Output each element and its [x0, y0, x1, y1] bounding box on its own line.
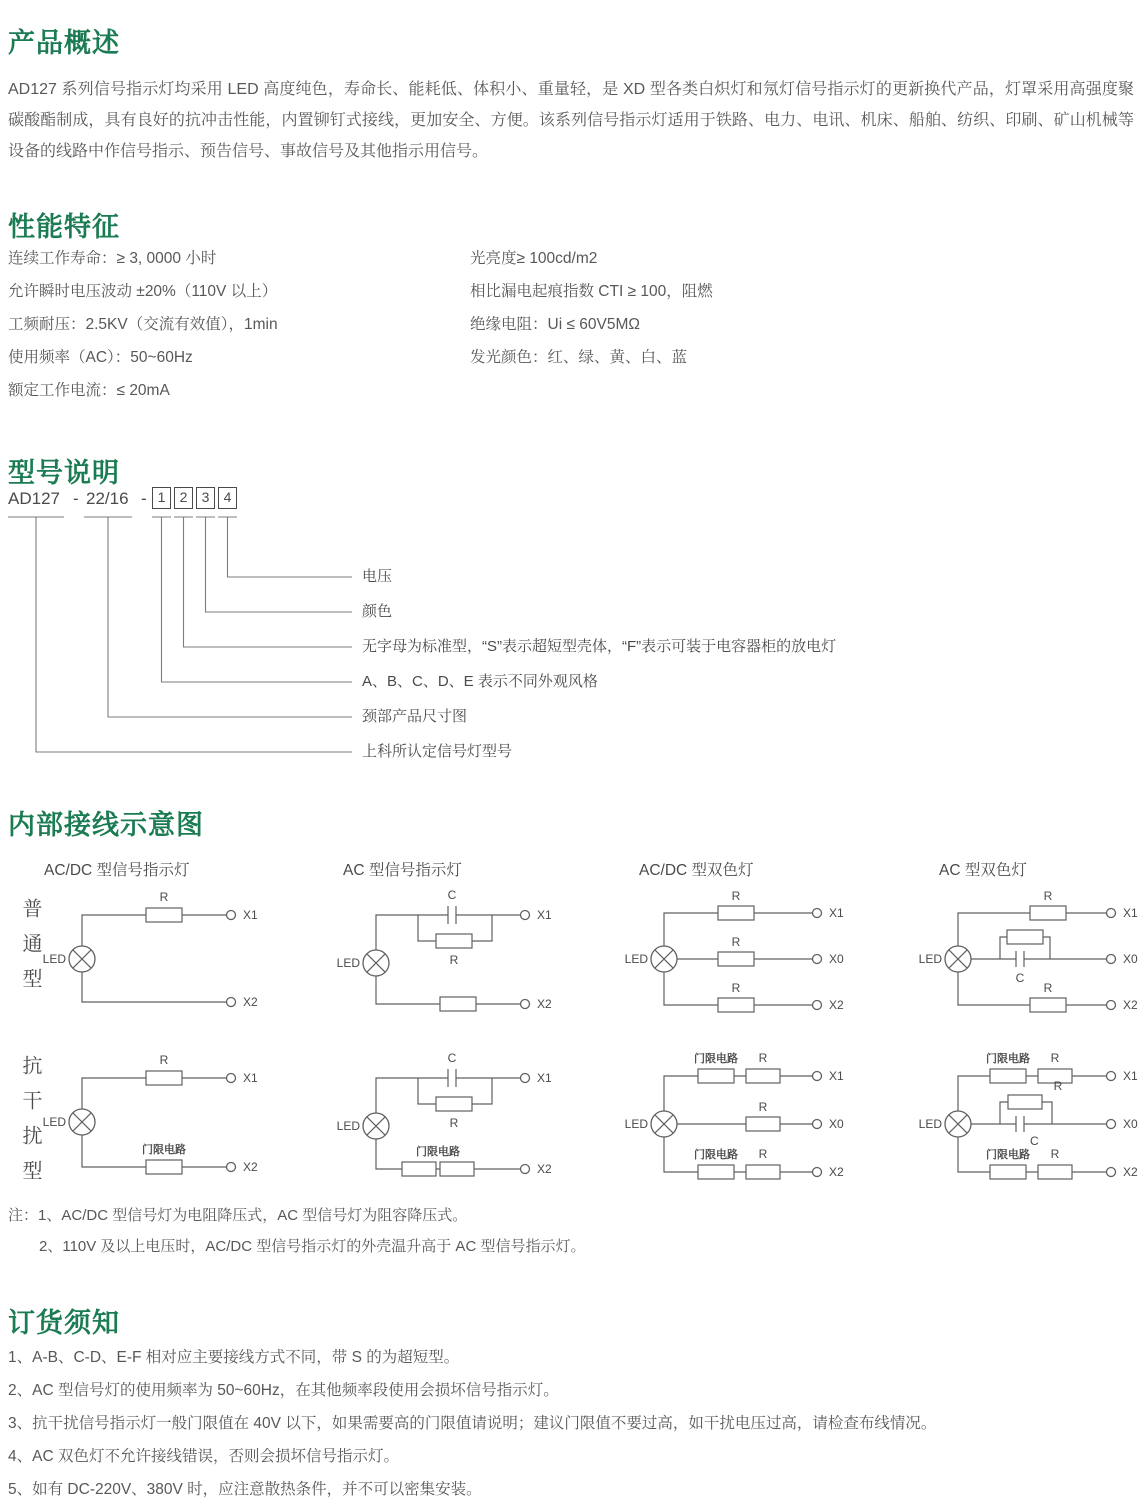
wiring-col-title-acdc-signal: AC/DC 型信号指示灯 [44, 862, 190, 879]
wiring-diagram-area [0, 850, 1140, 1210]
note-line [8, 1200, 585, 1231]
resistor-label: R [731, 935, 741, 949]
model-prefix: AD127 [8, 489, 60, 508]
model-label-model-code: 上科所认定信号灯型号 [362, 743, 513, 760]
wire [82, 915, 226, 1002]
note-line: 2、110V 及以上电压时，AC/DC 型信号指示灯的外壳温升高于 AC 型信号指示灯。 [39, 1238, 586, 1255]
capacitor-symbol [448, 1069, 456, 1087]
terminal-x1 [1107, 909, 1116, 918]
led-label: LED [42, 952, 66, 966]
terminal-x1-label: X1 [537, 908, 552, 922]
gate-circuit-label: 门限电路 [416, 1146, 460, 1158]
gate-circuit-label: 门限电路 [694, 1053, 738, 1065]
terminal-x1-label: X1 [1123, 1069, 1138, 1083]
terminal-x2 [521, 1000, 530, 1009]
terminal-x1-label: X1 [1123, 906, 1138, 920]
ordering-notes-list [8, 1341, 936, 1504]
terminal-x1 [521, 911, 530, 920]
resistor-label: R [449, 1116, 459, 1130]
capacitor-symbol [448, 906, 456, 924]
terminal-x0 [1107, 1120, 1116, 1129]
terminal-x1-label: X1 [243, 1071, 258, 1085]
capacitor-symbol [1016, 951, 1024, 967]
spec-item: 相比漏电起痕指数 CTI ≥ 100，阻燃 [470, 283, 713, 300]
resistor-label: R [758, 1051, 768, 1065]
circuit-anti-ac-signal [322, 1050, 592, 1200]
gate-circuit-label: 门限电路 [142, 1144, 186, 1156]
model-neck-size: 22/16 [86, 489, 129, 508]
resistor-label: R [1043, 889, 1053, 903]
resistor-label: R [159, 890, 169, 904]
terminal-x2-label: X2 [1123, 998, 1138, 1012]
terminal-x2 [813, 1168, 822, 1177]
led-label: LED [918, 952, 942, 966]
terminal-x2-label: X2 [537, 997, 552, 1011]
capacitor-label: C [447, 1051, 457, 1065]
terminal-x2-label: X2 [829, 998, 844, 1012]
ordering-title: 订货须知 [8, 1308, 120, 1339]
wiring-col-title-ac-bicolor: AC 型双色灯 [939, 862, 1027, 879]
circuit-anti-acdc-signal [28, 1050, 298, 1200]
overview-title: 产品概述 [8, 28, 120, 59]
model-label-neck-size: 颈部产品尺寸图 [362, 708, 468, 725]
gate-circuit-label: 门限电路 [694, 1149, 738, 1161]
wiring-row-label-normal: 普通型 [19, 898, 41, 1003]
spec-item: 工频耐压：2.5KV（交流有效值），1min [8, 316, 278, 333]
terminal-x2 [227, 1163, 236, 1172]
model-title: 型号说明 [8, 458, 120, 489]
resistor-box [718, 998, 754, 1012]
wire [664, 1076, 812, 1172]
overview-text: AD127 系列信号指示灯均采用 LED 高度纯色，寿命长、能耗低、体积小、重量轻，是 XD 型各类白炽灯和氖灯信号指示灯的更新换代产品，灯罩采用高强度聚碳酸酯制成，具有良好的抗冲击性能，内置铆钉式接线，更加安全、方便。该系列信号指示灯适用于铁路、电力、电讯、机床、船舶、纺织、印刷、矿山机械等设备的线路中作信号指示、预告信号、事故信号及其他指示用信号。 [8, 81, 1134, 160]
resistor-box [1030, 998, 1066, 1012]
terminal-x2-label: X2 [537, 1162, 552, 1176]
model-separator: - [73, 489, 79, 508]
terminal-x1-label: X1 [829, 1069, 844, 1083]
terminal-x2 [227, 998, 236, 1007]
resistor-box [1007, 930, 1043, 944]
wire [958, 1076, 1106, 1172]
model-digit-box-3: 3 [196, 487, 215, 509]
connector-voltage [228, 517, 353, 577]
wiring-notes [8, 1200, 585, 1262]
model-digit-box-1: 1 [152, 487, 171, 509]
terminal-x2-label: X2 [1123, 1165, 1138, 1179]
terminal-x2-label: X2 [243, 1160, 258, 1174]
circuit-normal-ac-signal [322, 885, 592, 1035]
wiring-row-label-anti-interference: 抗干扰型 [19, 1055, 41, 1195]
terminal-x1-label: X1 [829, 906, 844, 920]
model-digit-box-4: 4 [218, 487, 237, 509]
gate-circuit-box [146, 1160, 182, 1174]
terminal-x2 [1107, 1168, 1116, 1177]
ordering-item: 2、AC 型信号灯的使用频率为 50~60Hz，在其他频率段使用会损坏信号指示灯。 [8, 1382, 559, 1399]
model-connector-lines [0, 485, 1140, 780]
resistor-box [718, 906, 754, 920]
resistor-label: R [758, 1100, 768, 1114]
terminal-x1-label: X1 [537, 1071, 552, 1085]
model-digit-box-2: 2 [174, 487, 193, 509]
terminal-x1 [813, 909, 822, 918]
wire [376, 915, 520, 1004]
ordering-item: 3、抗干扰信号指示灯一般门限值在 40V 以下，如果需要高的门限值请说明；建议门限值不要过高，如干扰电压过高，请检查布线情况。 [8, 1415, 937, 1432]
terminal-x1 [227, 911, 236, 920]
circuit-anti-ac-bicolor [912, 1050, 1140, 1200]
wiring-title: 内部接线示意图 [8, 810, 204, 841]
terminal-x0-label: X0 [829, 952, 844, 966]
wire [958, 913, 1106, 1005]
resistor-label: R [449, 953, 459, 967]
spec-item: 发光颜色：红、绿、黄、白、蓝 [470, 349, 688, 366]
terminal-x0 [813, 955, 822, 964]
features-left-column [8, 242, 470, 407]
terminal-x1 [813, 1072, 822, 1081]
model-separator: - [141, 489, 147, 508]
model-code-diagram [0, 485, 1140, 780]
led-label: LED [624, 1117, 648, 1131]
capacitor-label: C [447, 888, 457, 902]
circuit-normal-ac-bicolor [912, 885, 1140, 1035]
resistor-box [440, 997, 476, 1011]
terminal-x2-label: X2 [243, 995, 258, 1009]
resistor-box [1038, 1165, 1072, 1179]
wiring-col-title-ac-signal: AC 型信号指示灯 [343, 862, 462, 879]
led-label: LED [624, 952, 648, 966]
terminal-x1 [521, 1074, 530, 1083]
spec-item: 使用频率（AC）：50~60Hz [8, 349, 193, 366]
resistor-label: R [731, 889, 741, 903]
model-label-style: A、B、C、D、E 表示不同外观风格 [362, 673, 598, 690]
gate-circuit-box [698, 1165, 734, 1179]
terminal-x0-label: X0 [829, 1117, 844, 1131]
resistor-box [1008, 1095, 1042, 1109]
circuit-normal-acdc-signal [28, 885, 298, 1035]
terminal-x0-label: X0 [1123, 952, 1138, 966]
resistor-label: R [159, 1053, 169, 1067]
connector-neck-size [108, 517, 352, 717]
ordering-item: 5、如有 DC-220V、380V 时，应注意散热条件，并不可以密集安装。 [8, 1481, 482, 1498]
gate-circuit-box [990, 1165, 1026, 1179]
resistor-box [746, 1117, 780, 1131]
gate-circuit-box [440, 1162, 474, 1176]
capacitor-label: C [1030, 1134, 1039, 1148]
resistor-label: R [1050, 1051, 1060, 1065]
resistor-label: R [1043, 981, 1053, 995]
gate-circuit-box [698, 1069, 734, 1083]
features-right-column [470, 242, 713, 407]
circuit-anti-acdc-bicolor [618, 1050, 888, 1200]
terminal-x2-label: X2 [829, 1165, 844, 1179]
gate-circuit-label: 门限电路 [986, 1149, 1030, 1161]
spec-item: 绝缘电阻：Ui ≤ 60V5MΩ [470, 316, 640, 333]
model-label-shell-type: 无字母为标准型，“S”表示超短型壳体，“F”表示可装于电容器柜的放电灯 [362, 638, 837, 655]
connector-shell-type [184, 517, 353, 647]
terminal-x1 [227, 1074, 236, 1083]
note-text: 1、AC/DC 型信号灯为电阻降压式，AC 型信号灯为阻容降压式。 [38, 1207, 468, 1224]
led-label: LED [336, 956, 360, 970]
note-prefix: 注： [8, 1207, 39, 1224]
led-label: LED [336, 1119, 360, 1133]
resistor-box [746, 1069, 780, 1083]
resistor-box [146, 908, 182, 922]
spec-item: 光亮度≥ 100cd/m2 [470, 250, 598, 267]
resistor-box [746, 1165, 780, 1179]
ordering-item: 4、AC 双色灯不允许接线错误，否则会损坏信号指示灯。 [8, 1448, 399, 1465]
terminal-x2 [521, 1165, 530, 1174]
led-label: LED [918, 1117, 942, 1131]
spec-item: 允许瞬时电压波动 ±20%（110V 以上） [8, 283, 278, 300]
resistor-box [146, 1071, 182, 1085]
gate-circuit-box [402, 1162, 436, 1176]
terminal-x2 [1107, 1001, 1116, 1010]
resistor-box [436, 934, 472, 948]
capacitor-label: C [1015, 971, 1025, 985]
spec-item: 额定工作电流：≤ 20mA [8, 382, 170, 399]
resistor-label: R [758, 1147, 768, 1161]
terminal-x0 [1107, 955, 1116, 964]
resistor-label: R [1053, 1079, 1063, 1093]
wiring-col-title-acdc-bicolor: AC/DC 型双色灯 [639, 862, 754, 879]
resistor-label: R [731, 981, 741, 995]
resistor-box [1030, 906, 1066, 920]
model-label-voltage: 电压 [362, 568, 393, 585]
led-label: LED [42, 1115, 66, 1129]
terminal-x0 [813, 1120, 822, 1129]
terminal-x2 [813, 1001, 822, 1010]
terminal-x1 [1107, 1072, 1116, 1081]
gate-circuit-box [990, 1069, 1026, 1083]
features-spec-columns [8, 242, 1134, 407]
resistor-box [436, 1097, 472, 1111]
capacitor-symbol [1016, 1116, 1024, 1132]
terminal-x0-label: X0 [1123, 1117, 1138, 1131]
gate-circuit-label: 门限电路 [986, 1053, 1030, 1065]
connector-style [162, 517, 353, 682]
ordering-item: 1、A-B、C-D、E-F 相对应主要接线方式不同，带 S 的为超短型。 [8, 1349, 460, 1366]
model-label-color: 颜色 [362, 603, 393, 620]
circuit-normal-acdc-bicolor [618, 885, 888, 1035]
spec-item: 连续工作寿命：≥ 3, 0000 小时 [8, 250, 217, 267]
resistor-label: R [1050, 1147, 1060, 1161]
features-title: 性能特征 [8, 212, 120, 243]
terminal-x1-label: X1 [243, 908, 258, 922]
resistor-box [718, 952, 754, 966]
